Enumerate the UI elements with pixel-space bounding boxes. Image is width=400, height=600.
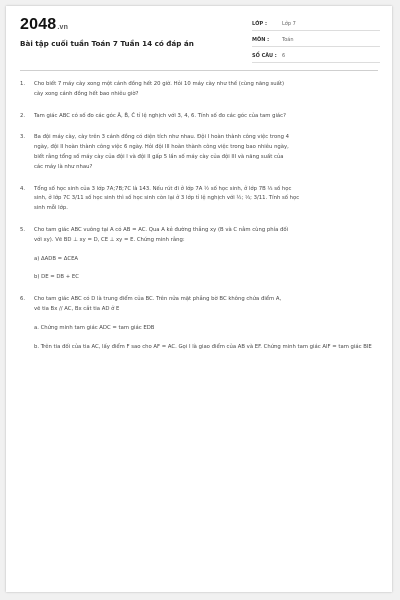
question-text: Cho tam giác ABC vuông tại A có AB = AC. Qua A kẻ đường thẳng xy (B và C nằm cùng phía đối	[34, 226, 289, 233]
question-text: Cho biết 7 máy cày xong một cánh đồng hết 20 giờ. Hỏi 10 máy cày như thế (cùng năng suất)	[34, 81, 285, 87]
question-text: vẽ tia Bx // AC, Bx cắt tia AD ở E	[34, 305, 120, 312]
question-text: với xy). Vẽ BD ⊥ xy = D, CE ⊥ xy = E. Chứng minh rằng:	[34, 236, 185, 243]
question-sub-part-b: b) DE = DB + EC	[34, 274, 79, 281]
question-text: Tổng số học sinh của 3 lớp 7A;7B;7C là 143. Nếu rút đi ở lớp 7A ½ số học sinh, ở lớp 7B ⅓ số học	[34, 185, 292, 192]
question-text: sinh, ở lớp 7C 3/11 số học sinh thì số học sinh còn lại ở 3 lớp tỉ lệ nghịch với ½; ⅓; 3/11. Tính số học	[34, 195, 300, 202]
question-sub-part-a: a. Chứng minh tam giác ADC = tam giác EDB	[34, 324, 155, 331]
question-text: ngày, đội II hoàn thành công việc 6 ngày. Hỏi đội III hoàn thành công việc trong bao nhiêu ngày,	[34, 144, 289, 151]
question-3: 3. Ba đội máy cày, cày trên 3 cánh đồng có diện tích như nhau. Đội I hoàn thành công việc trong 4 ngày, đội II hoàn thành công việc 6 ngày. Hỏi đội III hoàn thành công việc trong bao nhiêu ngày, biết rằng tổng số máy cày của đội I và đội II gấp 5 lần số máy cày của đội III và năng suất của các máy là như nhau?	[20, 133, 378, 172]
question-text: biết rằng tổng số máy cày của đội I và đội II gấp 5 lần số máy cày của đội III và năng suất của	[34, 153, 284, 160]
question-text: Ba đội máy cày, cày trên 3 cánh đồng có diện tích như nhau. Đội I hoàn thành công việc trong 4	[34, 134, 290, 141]
question-text: các máy là như nhau?	[34, 163, 93, 170]
site-logo[interactable]: 2048.vn	[20, 16, 69, 33]
question-text: sinh mỗi lớp.	[34, 205, 68, 212]
meta-row-class: LỚP : Lớp 7	[252, 18, 380, 31]
meta-table	[252, 18, 380, 66]
question-sub-part-b: b. Trên tia đối của tia AC, lấy điểm F sao cho AF = AC. Gọi I là giao điểm của AB và EF. Chứng minh tam giác AIF = tam giác BIE	[34, 343, 372, 350]
question-text: Cho tam giác ABC có D là trung điểm của BC. Trên nửa mặt phẳng bờ BC không chứa điểm A,	[34, 296, 282, 303]
question-5: 5. Cho tam giác ABC vuông tại A có AB = AC. Qua A kẻ đường thẳng xy (B và C nằm cùng phía đối với xy). Vẽ BD ⊥ xy = D, CE ⊥ xy = E. Chứng minh rằng: a) ΔADB = ΔCEA b) DE = DB + EC	[20, 226, 378, 283]
document-header	[6, 6, 392, 68]
question-4: 4. Tổng số học sinh của 3 lớp 7A;7B;7C là 143. Nếu rút đi ở lớp 7A ½ số học sinh, ở lớp 7B ⅓ số học sinh, ở lớp 7C 3/11 số học sinh thì số học sinh còn lại ở 3 lớp tỉ lệ nghịch với ½; ⅓; 3/11. Tính số học sinh mỗi lớp.	[20, 185, 378, 214]
meta-row-subject: MÔN : Toán	[252, 34, 380, 47]
question-6: 6. Cho tam giác ABC có D là trung điểm của BC. Trên nửa mặt phẳng bờ BC không chứa điểm A, vẽ tia Bx // AC, Bx cắt tia AD ở E a. Chứng minh tam giác ADC = tam giác EDB b. Trên tia đối của tia AC, lấy điểm F sao cho AF = AC. Gọi I là giao điểm của AB và EF. Chứng minh tam giác AIF = tam giác BIE	[20, 295, 378, 352]
question-2: 2. Tam giác ABC có số đo các góc Â, B̂, Ĉ tỉ lệ nghịch với 3, 4, 6. Tính số đo các góc của tam giác?	[20, 112, 378, 122]
meta-row-question-count: SỐ CÂU : 6	[252, 50, 380, 63]
question-1: 1. Cho biết 7 máy cày xong một cánh đồng hết 20 giờ. Hỏi 10 máy cày như thế (cùng năng suất) cày xong cánh đồng hết bao nhiêu giờ?	[20, 80, 378, 100]
document-title: Bài tập cuối tuần Toán 7 Tuần 14 có đáp án	[20, 39, 194, 48]
question-text: cày xong cánh đồng hết bao nhiêu giờ?	[34, 90, 139, 97]
document-page	[6, 6, 392, 592]
header-divider	[20, 70, 378, 71]
question-list	[20, 80, 378, 352]
question-text: Tam giác ABC có số đo các góc Â, B̂, Ĉ tỉ lệ nghịch với 3, 4, 6. Tính số đo các góc của tam giác?	[34, 112, 286, 119]
question-sub-part-a: a) ΔADB = ΔCEA	[34, 255, 79, 262]
